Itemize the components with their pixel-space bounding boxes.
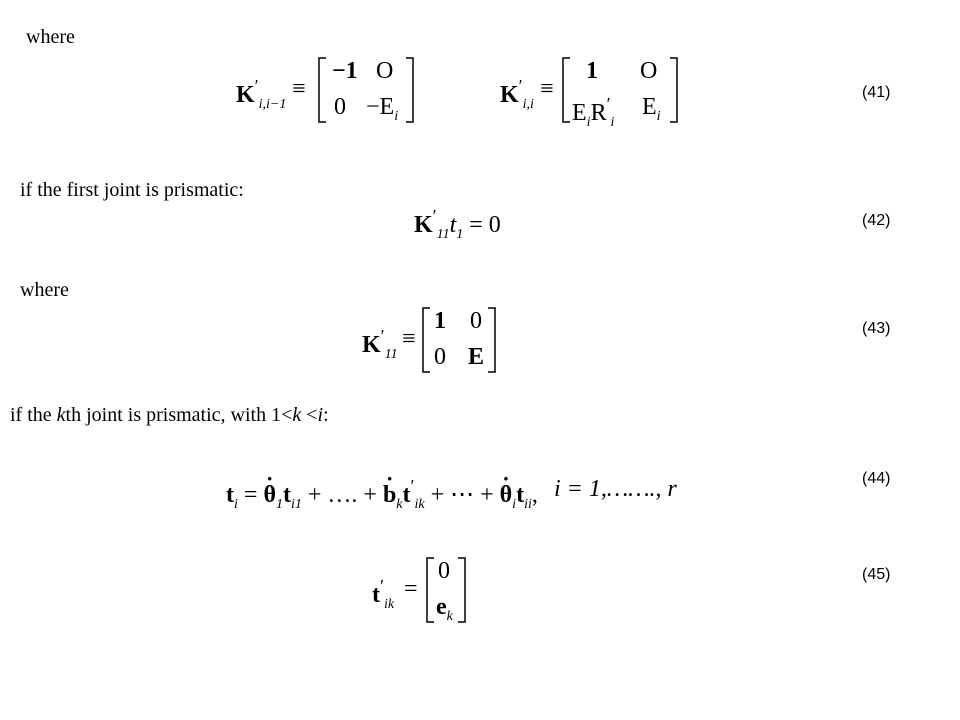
kth-text-mid: th joint is prismatic, with 1< xyxy=(65,404,293,426)
eq43-a11: 1 xyxy=(434,308,446,334)
eq44-t: t xyxy=(226,482,234,508)
eq41-m2-a21-r-sub: i xyxy=(610,115,615,130)
eq41-m1-a12: O xyxy=(376,58,394,84)
eq44-t-ii-sub: ii xyxy=(524,497,532,512)
eq41-m1-a11: −1 xyxy=(332,58,358,84)
eq41-m2-a22 xyxy=(642,94,661,125)
eq43-left-bracket xyxy=(420,306,432,374)
eq44-theta-1-sub: 1 xyxy=(275,497,283,512)
eq44-theta-i: · θ xyxy=(500,482,513,509)
eq42-t-sub: 1 xyxy=(456,227,464,242)
eq42-rhs: = 0 xyxy=(469,212,501,238)
eq41-m2-a12: O xyxy=(640,58,658,84)
eq42-k-sub: 11 xyxy=(436,227,450,242)
kth-text-k2: k xyxy=(292,404,302,426)
equation-42: $K'_{11}t_1 = 0$ xyxy=(414,206,501,242)
eq44-tik-sub: ik xyxy=(414,497,425,512)
kth-text-prefix: if the xyxy=(10,404,57,426)
eq42-t: t xyxy=(449,212,457,238)
eq44-range: i = 1,……., r xyxy=(554,476,677,502)
eq41-m2-a21-r: R xyxy=(590,100,607,126)
eq43-a22: E xyxy=(468,344,485,370)
eq41-matrix-2-left-bracket xyxy=(560,56,572,124)
eq41-m2-a22-sub: i xyxy=(656,109,661,124)
eq41-m2-a21: $E_iR'_i$ xyxy=(572,94,615,130)
equation-number-44: (44) xyxy=(862,470,891,487)
eq41-m1-a22-sub: i xyxy=(394,109,399,124)
equation-number-41: (41) xyxy=(862,84,891,101)
eq44-t-sub: i xyxy=(234,497,238,512)
equation-number-42: (42) xyxy=(862,212,891,229)
eq41-m2-a21-e-sub: i xyxy=(586,115,591,130)
eq41-lhs-2: $K'_{i,i}$ xyxy=(500,76,534,112)
eq41-m2-a21-e: E xyxy=(572,100,587,126)
eq43-a12: 0 xyxy=(470,308,482,334)
eq43-equiv: ≡ xyxy=(402,326,416,352)
eq44-theta-1: · θ xyxy=(263,482,276,509)
eq41-matrix-1-right-bracket xyxy=(404,56,416,124)
eq41-matrix-2-right-bracket xyxy=(668,56,680,124)
eq44-b-sub: k xyxy=(396,497,403,512)
eq44-eq: = xyxy=(243,482,258,508)
eq44-comma: , xyxy=(531,482,538,508)
eq41-m2-a22-e: E xyxy=(642,94,657,120)
kth-text-colon: : xyxy=(323,404,329,426)
equation-number-45: (45) xyxy=(862,566,891,583)
eq42-k: K xyxy=(414,212,433,238)
eq45-eq: = xyxy=(404,576,418,602)
eq45-left-bracket xyxy=(424,556,436,624)
eq44-t-1: t xyxy=(282,482,291,508)
kth-text-k: k xyxy=(56,404,66,426)
eq41-m1-a22 xyxy=(366,94,398,125)
eq45-e-sub: k xyxy=(446,609,453,624)
where-label-2: where xyxy=(20,279,69,301)
eq45-right-bracket xyxy=(456,556,468,624)
kth-text-i: i xyxy=(317,404,324,426)
eq45-e: e xyxy=(436,594,447,620)
eq44-plus-cdots: + ⋯ + xyxy=(430,482,494,508)
eq43-lhs: $K'_{11}$ xyxy=(362,326,398,362)
eq41-m2-a11: 1 xyxy=(586,58,598,84)
eq44-plus-dots: + …. + xyxy=(307,482,377,508)
equation-44: $t_i$ = · $\theta_1t_{i1}$ + …. + · $b_kt'_{ik}$ + ⋯ + · $\theta_it_{ii}$, xyxy=(226,476,538,513)
equation-number-43: (43) xyxy=(862,320,891,337)
eq41-equiv-1: ≡ xyxy=(292,76,306,102)
eq44-theta-i-sub: i xyxy=(512,497,517,512)
eq41-m1-a22-sym: −E xyxy=(366,94,395,120)
eq41-equiv-2: ≡ xyxy=(540,76,554,102)
eq45-a2 xyxy=(436,594,453,625)
eq41-m1-a21: 0 xyxy=(334,94,346,120)
eq44-t-ii: t xyxy=(516,482,525,508)
eq43-a21: 0 xyxy=(434,344,446,370)
eq43-right-bracket xyxy=(486,306,498,374)
kth-joint-prismatic-text xyxy=(10,404,329,427)
where-label-1: where xyxy=(26,26,75,48)
eq44-b: · b xyxy=(383,482,396,509)
eq45-a1: 0 xyxy=(438,558,450,584)
eq45-lhs: $t'_{ik}$ xyxy=(372,576,395,612)
eq44-t-1-sub: i1 xyxy=(290,497,302,512)
kth-text-lt: < xyxy=(301,404,318,426)
eq41-matrix-1-left-bracket xyxy=(316,56,328,124)
first-joint-prismatic-text: if the first joint is prismatic: xyxy=(20,179,244,201)
eq44-tik: t xyxy=(402,482,411,508)
eq41-lhs-1: $K'_{i,i-1}$ xyxy=(236,76,287,112)
